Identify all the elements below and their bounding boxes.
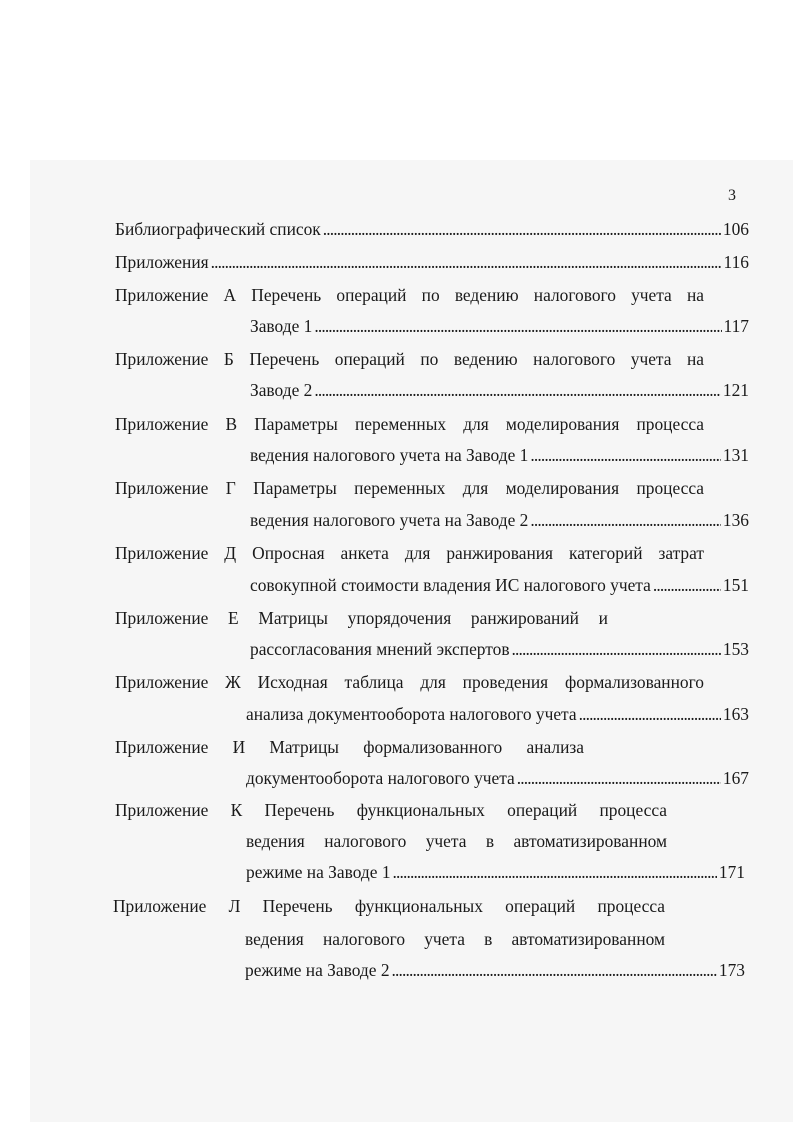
dot-leader — [392, 958, 717, 982]
dot-leader — [653, 573, 721, 597]
toc-entry-title: ведения налогового учета на Заводе 2 — [250, 510, 529, 530]
toc-page-number: 121 — [722, 380, 749, 400]
toc-page-number: 151 — [722, 575, 749, 595]
toc-entry-appendix-k-line1[interactable]: Приложение К Перечень функциональных операций процесса — [115, 800, 667, 820]
toc-entry-title: режиме на Заводе 2 — [245, 960, 390, 980]
toc-entry-appendix-v[interactable] — [250, 443, 749, 467]
dot-leader — [517, 766, 721, 790]
toc-page-number: 167 — [722, 768, 749, 788]
toc-entry-title: Библиографический список — [115, 219, 321, 239]
dot-leader — [314, 378, 721, 402]
toc-entry-title: режиме на Заводе 1 — [246, 862, 391, 882]
toc-entry-appendix-l-line2[interactable]: ведения налогового учета в автоматизированном — [245, 929, 665, 949]
dot-leader — [579, 702, 721, 726]
toc-entry-title: рассогласования мнений экспертов — [250, 639, 510, 659]
dot-leader — [530, 508, 721, 532]
toc-entry-appendix-a-line1[interactable]: Приложение А Перечень операций по ведению налогового учета на — [115, 285, 704, 305]
toc-entry-appendices[interactable] — [115, 250, 749, 274]
toc-entry-appendix-l[interactable] — [245, 958, 745, 982]
toc-page-number: 173 — [718, 960, 745, 980]
toc-entry-appendix-g-line1[interactable]: Приложение Г Параметры переменных для моделирования процесса — [115, 478, 704, 498]
dot-leader — [314, 314, 721, 338]
toc-entry-appendix-b[interactable] — [250, 378, 749, 402]
toc-page-number: 106 — [722, 219, 749, 239]
toc-page-number: 136 — [722, 510, 749, 530]
dot-leader — [393, 860, 717, 884]
toc-page-number: 153 — [722, 639, 749, 659]
toc-page-number: 163 — [722, 704, 749, 724]
toc-entry-title: совокупной стоимости владения ИС налогового учета — [250, 575, 651, 595]
toc-entry-appendix-zh-line1[interactable]: Приложение Ж Исходная таблица для проведения формализованного — [115, 672, 704, 692]
toc-page-number: 117 — [723, 316, 749, 336]
toc-entry-appendix-e[interactable] — [250, 637, 749, 661]
toc-entry-appendix-d-line1[interactable]: Приложение Д Опросная анкета для ранжирования категорий затрат — [115, 543, 704, 563]
toc-entry-appendix-zh[interactable] — [246, 702, 749, 726]
toc-page-number: 131 — [722, 445, 749, 465]
toc-entry-title: Заводе 1 — [250, 316, 313, 336]
page-number: 3 — [728, 187, 736, 204]
toc-entry-appendix-e-line1[interactable]: Приложение Е Матрицы упорядочения ранжирований и — [115, 608, 608, 628]
dot-leader — [323, 217, 721, 241]
toc-entry-title: Приложения — [115, 252, 209, 272]
toc-entry-appendix-k[interactable] — [246, 860, 745, 884]
dot-leader — [211, 250, 722, 274]
toc-entry-appendix-l-line1[interactable]: Приложение Л Перечень функциональных операций процесса — [113, 896, 665, 916]
toc-page-number: 171 — [718, 862, 745, 882]
toc-entry-appendix-i-line1[interactable]: Приложение И Матрицы формализованного анализа — [115, 737, 584, 757]
toc-entry-appendix-d[interactable] — [250, 573, 749, 597]
toc-entry-appendix-i[interactable] — [246, 766, 749, 790]
dot-leader — [512, 637, 721, 661]
dot-leader — [530, 443, 721, 467]
toc-entry-appendix-v-line1[interactable]: Приложение В Параметры переменных для моделирования процесса — [115, 414, 704, 434]
toc-entry-bibliography[interactable] — [115, 217, 749, 241]
toc-entry-appendix-k-line2[interactable]: ведения налогового учета в автоматизированном — [246, 831, 667, 851]
toc-entry-title: анализа документооборота налогового учета — [246, 704, 577, 724]
toc-entry-appendix-g[interactable] — [250, 508, 749, 532]
toc-page-number: 116 — [723, 252, 749, 272]
toc-entry-appendix-b-line1[interactable]: Приложение Б Перечень операций по ведению налогового учета на — [115, 349, 704, 369]
toc-entry-title: Заводе 2 — [250, 380, 313, 400]
toc-entry-title: ведения налогового учета на Заводе 1 — [250, 445, 529, 465]
toc-entry-title: документооборота налогового учета — [246, 768, 515, 788]
toc-entry-appendix-a[interactable] — [250, 314, 749, 338]
